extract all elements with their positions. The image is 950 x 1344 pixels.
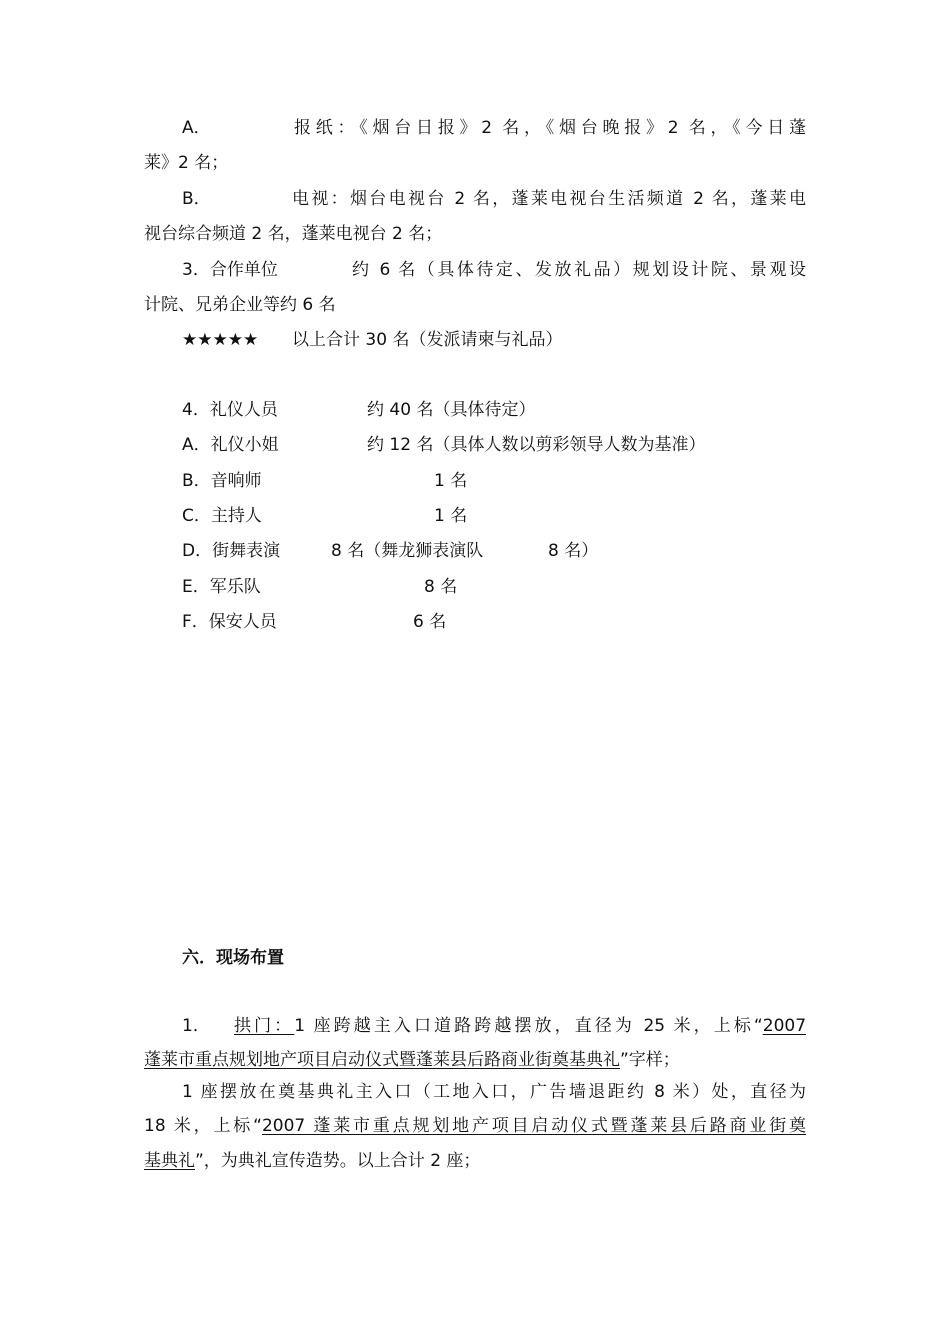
arch-line1-underlined: 2007: [762, 1016, 807, 1036]
staff-item-label: D．街舞表演: [182, 541, 281, 561]
total-text: 以上合计 30 名（发派请柬与礼品）: [292, 330, 563, 350]
media-a-text-line2: 莱》2 名；: [144, 153, 229, 173]
media-a-text-line1: 报纸：《烟台日报》2 名，《烟台晚报》2 名，《今日蓬: [294, 118, 806, 138]
total-stars: ★★★★★: [182, 330, 259, 350]
staff-item-value: 8 名: [424, 577, 458, 597]
arch2-line2-text: 18 米，上标“: [144, 1116, 262, 1136]
partners-label: 3．合作单位: [182, 260, 278, 280]
arch2-line2-underlined: 2007 蓬莱市重点规划地产项目启动仪式暨蓬莱县后路商业街奠: [261, 1116, 807, 1136]
staff-item-label: B．音响师: [182, 471, 262, 491]
partners-text-line2: 计院、兄弟企业等约 6 名: [144, 295, 336, 315]
media-a-label: A．: [182, 118, 211, 138]
staff-item-value: 1 名: [434, 471, 468, 491]
staff-item-value: 6 名: [413, 612, 447, 632]
arch2-line3-underlined: 基典礼: [144, 1151, 195, 1171]
arch-item-line1: [234, 1014, 806, 1038]
arch-line1-text: 1 座跨越主入口道路跨越摆放，直径为 25 米，上标“: [294, 1016, 763, 1036]
media-b-text-line2: 视台综合频道 2 名，蓬莱电视台 2 名；: [144, 224, 443, 244]
arch2-line1: 1 座摆放在奠基典礼主入口（工地入口，广告墙退距约 8 米）处，直径为: [182, 1082, 806, 1102]
staff-item-label: E．军乐队: [182, 577, 261, 597]
arch-line2-underlined: 蓬莱市重点规划地产项目启动仪式暨蓬莱县后路商业街奠基典礼: [144, 1050, 620, 1070]
staff-item-value: 约 12 名（具体人数以剪彩领导人数为基准）: [367, 435, 706, 455]
arch2-line3: [144, 1149, 480, 1173]
staff-item-value: 1 名: [434, 506, 468, 526]
staff-item-label: A．礼仪小姐: [182, 435, 279, 455]
arch2-line2: [144, 1114, 806, 1138]
arch-item-line2: [144, 1048, 680, 1072]
arch-term: 拱门：: [234, 1016, 295, 1036]
section-title: 六．现场布置: [182, 948, 284, 968]
staff-item-label: C．主持人: [182, 506, 262, 526]
staff-item-extra: 8 名）: [548, 541, 599, 561]
staff-item-label: F．保安人员: [182, 612, 277, 632]
staff-item-value: 8 名（舞龙狮表演队: [331, 541, 484, 561]
arch-line2-text: ”字样；: [620, 1050, 680, 1070]
media-b-text-line1: 电视：烟台电视台 2 名，蓬莱电视台生活频道 2 名，蓬莱电: [292, 189, 806, 209]
staff-heading-value: 约 40 名（具体待定）: [367, 400, 536, 420]
media-b-label: B．: [182, 189, 211, 209]
staff-heading-label: 4．礼仪人员: [182, 400, 278, 420]
partners-text-line1: 约 6 名（具体待定、发放礼品）规划设计院、景观设: [352, 260, 806, 280]
arch-item-number: 1．: [182, 1016, 210, 1036]
arch2-line3-text: ”，为典礼宣传造势。以上合计 2 座；: [195, 1151, 481, 1171]
